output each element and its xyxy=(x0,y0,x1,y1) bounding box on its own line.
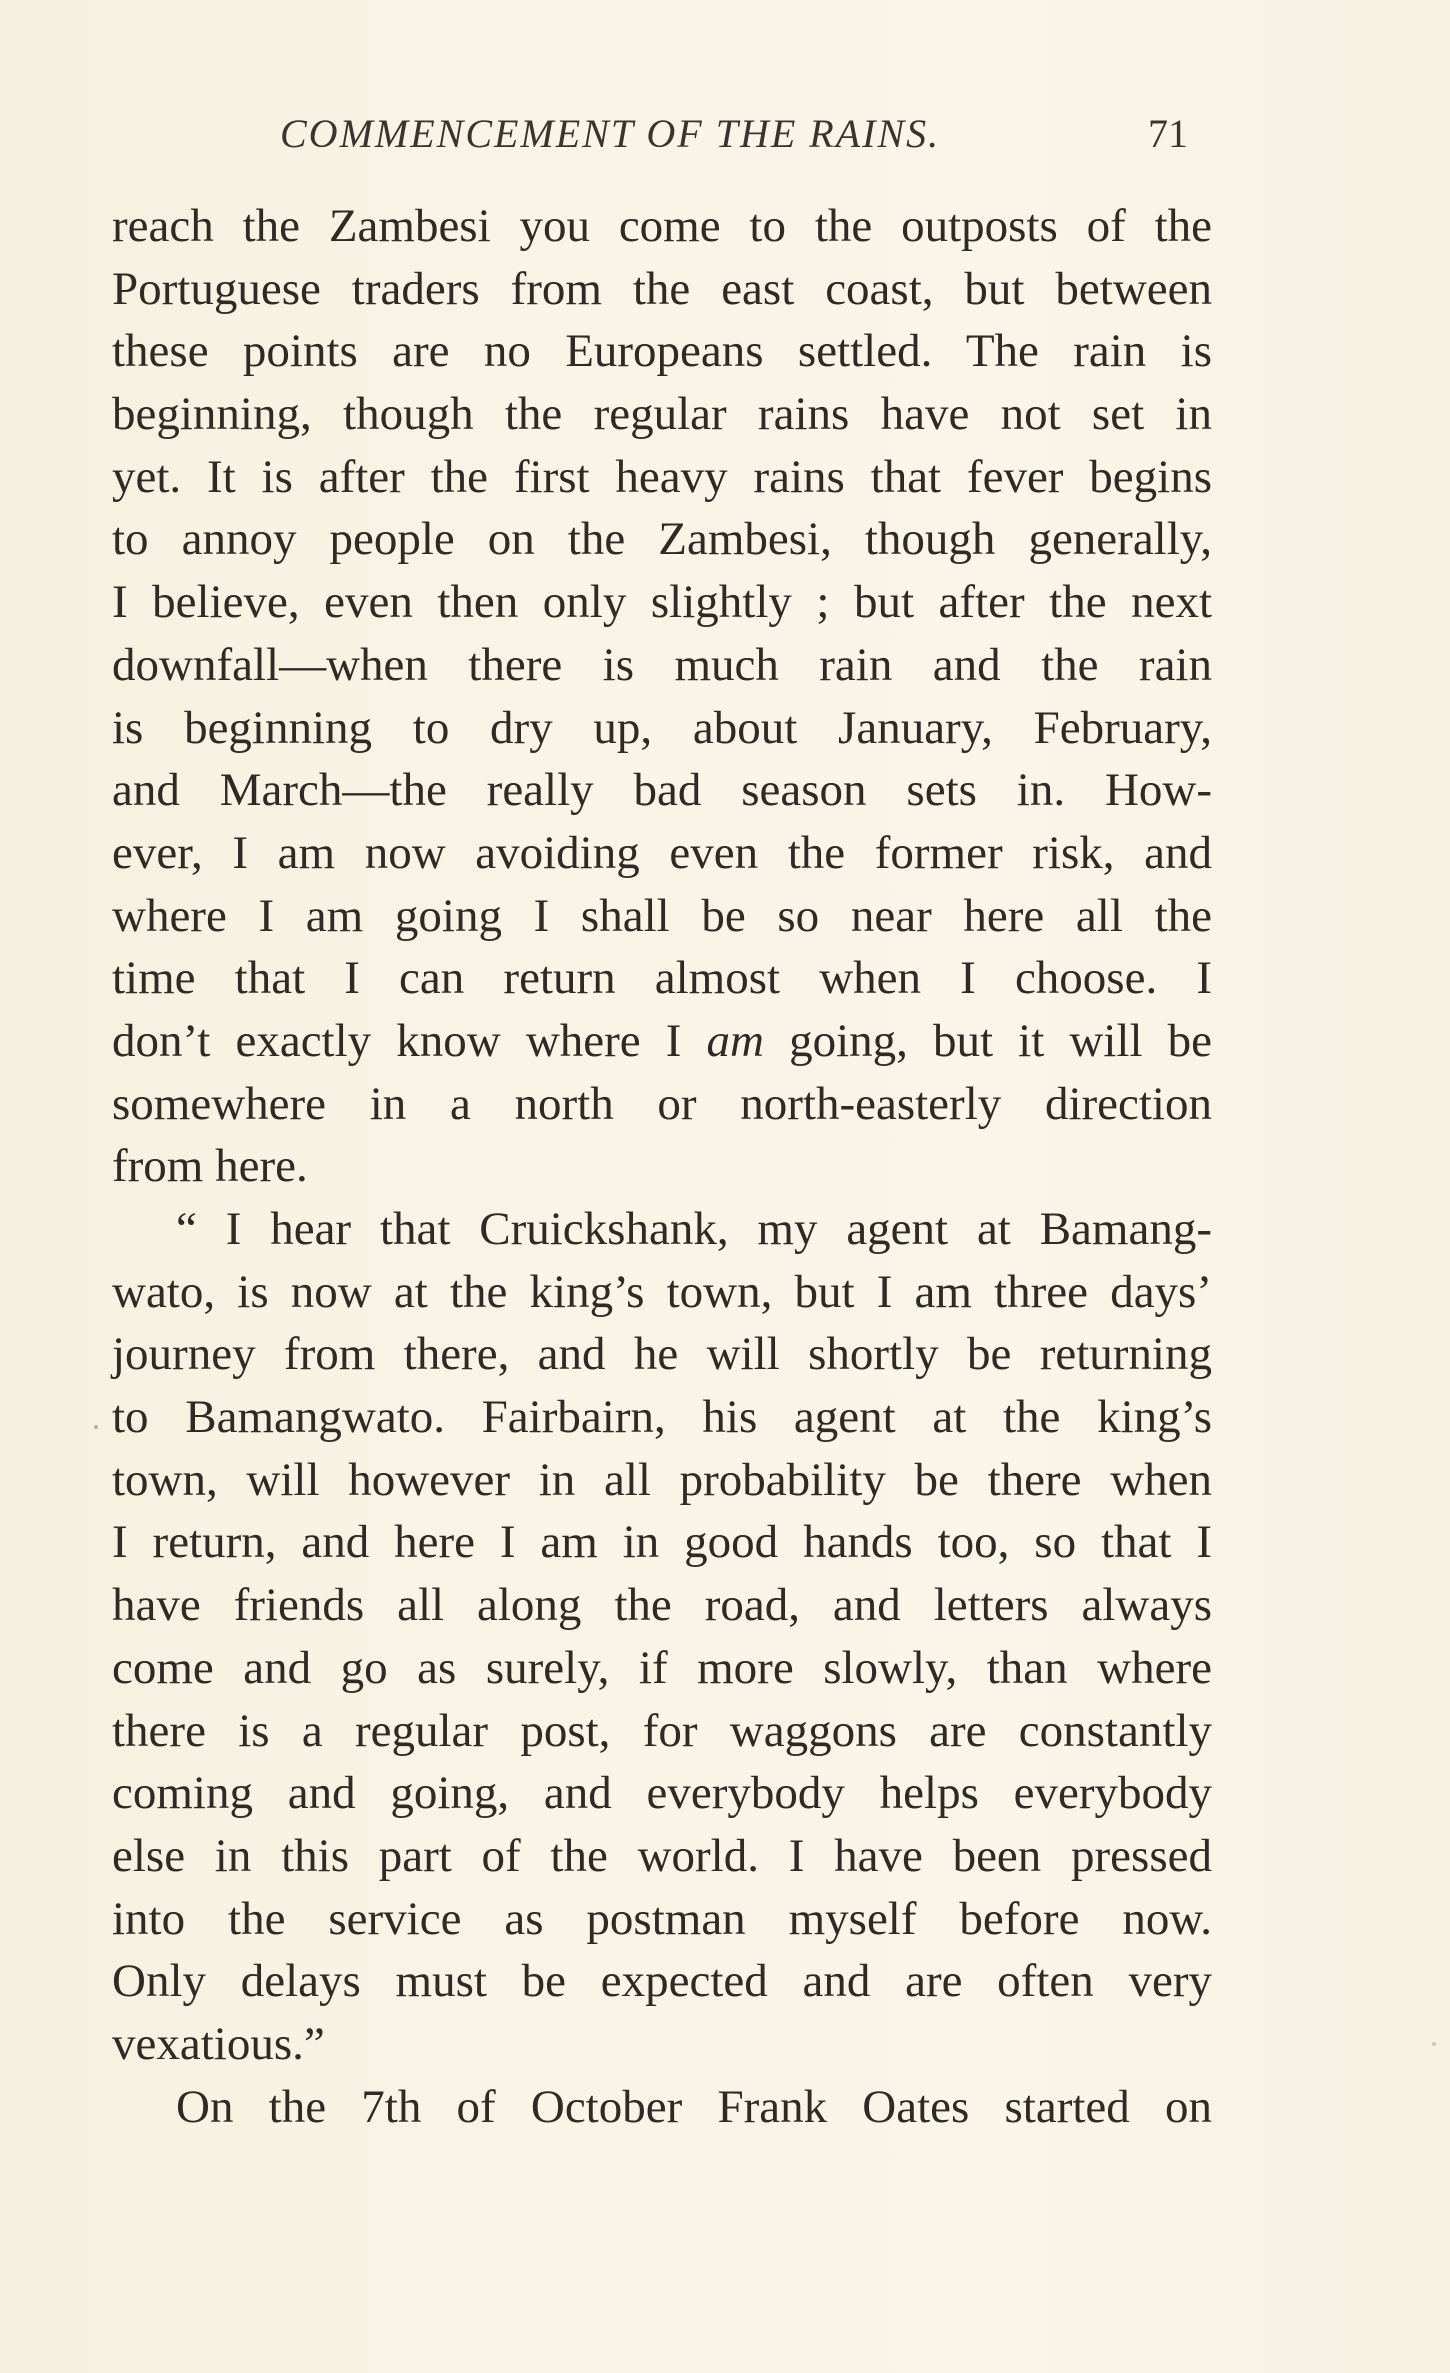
text-line: “ I hear that Cruickshank, my agent at Bamang- xyxy=(176,1203,1212,1255)
text-line: I return, and here I am in good hands too, so that I xyxy=(112,1516,1212,1569)
text-line: else in this part of the world. I have been pressed xyxy=(112,1829,1212,1882)
text-line: to annoy people on the Zambesi, though generally, xyxy=(112,513,1212,566)
text-line: yet. It is after the first heavy rains that fever begins xyxy=(112,450,1212,503)
text-line: there is a regular post, for waggons are constantly xyxy=(112,1704,1212,1757)
text-line: town, will however in all probability be there when xyxy=(112,1453,1212,1506)
text-line: Only delays must be expected and are often very xyxy=(112,1955,1212,2008)
text-run: don’t exactly know where I xyxy=(112,1014,707,1067)
text-line: into the service as postman myself before now. xyxy=(112,1892,1212,1945)
text-line: is beginning to dry up, about January, February, xyxy=(112,701,1212,754)
running-head: COMMENCEMENT OF THE RAINS. xyxy=(280,111,941,156)
margin-speck xyxy=(94,1425,98,1429)
emphasized-word: am xyxy=(706,1014,764,1067)
text-line: time that I can return almost when I choose. I xyxy=(112,952,1212,1005)
text-line: these points are no Europeans settled. The rain is xyxy=(112,325,1212,378)
text-line: and March—the really bad season sets in. How- xyxy=(112,764,1212,817)
text-line: coming and going, and everybody helps everybody xyxy=(112,1767,1212,1820)
text-line xyxy=(112,1010,1212,1073)
text-line: somewhere in a north or north-easterly direction xyxy=(112,1077,1212,1130)
text-run: going, but it will be xyxy=(763,1014,1212,1067)
text-line: Portuguese traders from the east coast, but between xyxy=(112,262,1212,315)
text-line: come and go as surely, if more slowly, than where xyxy=(112,1641,1212,1694)
text-line: to Bamangwato. Fairbairn, his agent at the king’s xyxy=(112,1391,1212,1444)
text-line: downfall—when there is much rain and the rain xyxy=(112,638,1212,691)
text-line: from here. xyxy=(112,1140,308,1193)
text-line: On the 7th of October Frank Oates started on xyxy=(176,2080,1212,2133)
text-line: where I am going I shall be so near here all the xyxy=(112,889,1212,942)
text-line: have friends all along the road, and letters always xyxy=(112,1579,1212,1632)
text-line: ever, I am now avoiding even the former risk, and xyxy=(112,826,1212,879)
page-number: 71 xyxy=(1148,111,1188,156)
margin-speck xyxy=(1432,2042,1436,2046)
text-line: vexatious.” xyxy=(112,2017,325,2070)
text-line: reach the Zambesi you come to the outposts of the xyxy=(112,200,1212,252)
text-line: journey from there, and he will shortly be returning xyxy=(112,1328,1212,1381)
text-line: beginning, though the regular rains have not set in xyxy=(112,388,1212,441)
text-line: I believe, even then only slightly ; but after the next xyxy=(112,576,1212,629)
body-text xyxy=(112,195,1212,2138)
text-line: wato, is now at the king’s town, but I am three days’ xyxy=(112,1265,1212,1318)
